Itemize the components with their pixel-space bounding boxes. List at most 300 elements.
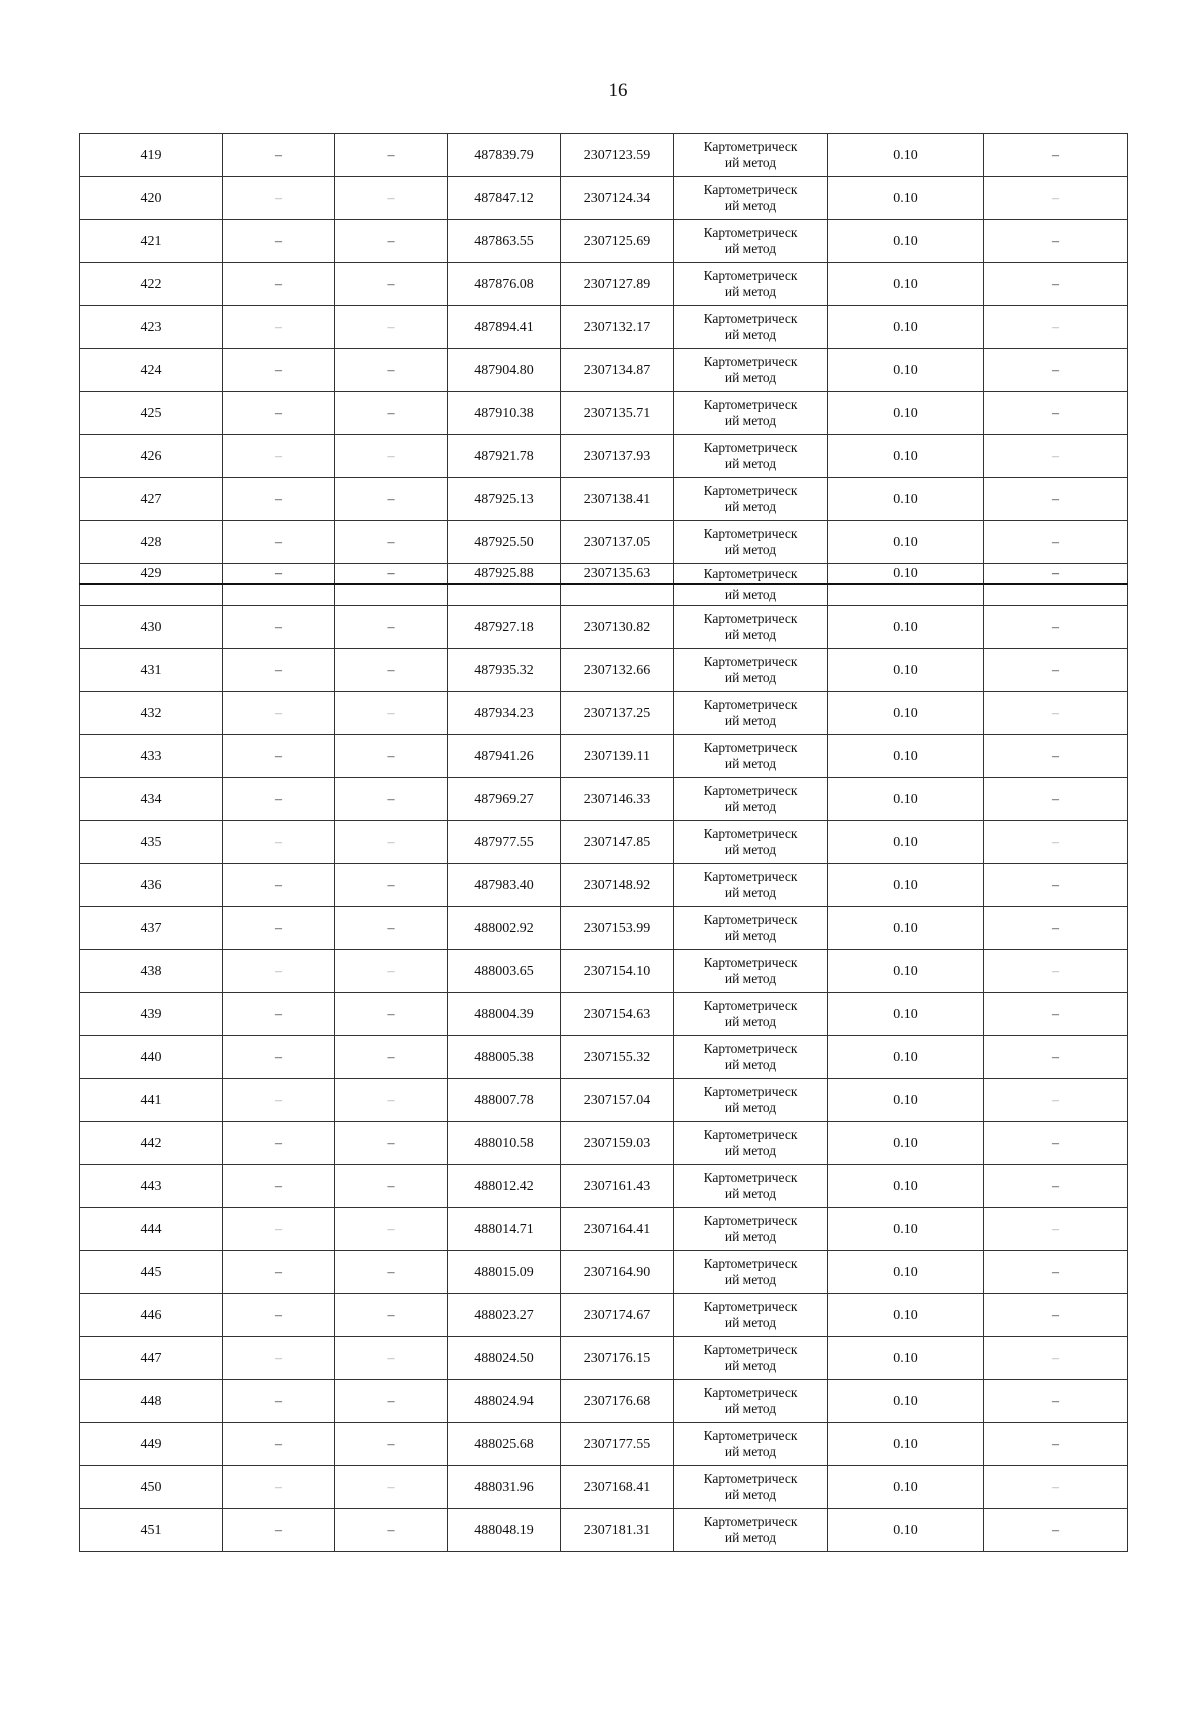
method-cell	[674, 1165, 828, 1208]
column-3-cell: –	[335, 392, 448, 435]
column-2-cell: –	[223, 134, 335, 177]
method-line-2: ий метод	[724, 928, 777, 943]
column-2-cell: –	[223, 1423, 335, 1466]
method-cell	[674, 435, 828, 478]
method-line-1: Картометрическ	[703, 1342, 798, 1357]
point-number-cell: 428	[80, 521, 223, 564]
accuracy-cell: 0.10	[828, 220, 984, 263]
y-coordinate-cell: 2307161.43	[561, 1165, 674, 1208]
method-line-1: Картометрическ	[703, 1385, 798, 1400]
point-number-cell: 435	[80, 821, 223, 864]
y-coordinate-cell: 2307154.63	[561, 993, 674, 1036]
column-8-cell: –	[984, 392, 1128, 435]
method-line-1: Картометрическ	[703, 397, 798, 412]
method-line-2: ий метод	[724, 1401, 777, 1416]
table-row	[80, 1380, 1128, 1423]
point-number-cell: 420	[80, 177, 223, 220]
method-cell	[674, 950, 828, 993]
method-line-1: Картометрическ	[703, 783, 798, 798]
table-row	[80, 692, 1128, 735]
method-cell	[674, 1337, 828, 1380]
column-8-cell: –	[984, 435, 1128, 478]
point-number-cell: 448	[80, 1380, 223, 1423]
y-coordinate-cell: 2307148.92	[561, 864, 674, 907]
accuracy-cell: 0.10	[828, 435, 984, 478]
column-8-cell: –	[984, 349, 1128, 392]
y-coordinate-cell: 2307134.87	[561, 349, 674, 392]
method-line-2: ий метод	[724, 1014, 777, 1029]
column-8-cell: –	[984, 778, 1128, 821]
accuracy-cell: 0.10	[828, 907, 984, 950]
method-line-2: ий метод	[724, 456, 777, 471]
column-2-cell: –	[223, 1079, 335, 1122]
accuracy-cell: 0.10	[828, 1165, 984, 1208]
column-8-cell: –	[984, 1294, 1128, 1337]
x-coordinate-cell: 488025.68	[448, 1423, 561, 1466]
table-row	[80, 907, 1128, 950]
table-row	[80, 1466, 1128, 1509]
point-number-cell: 436	[80, 864, 223, 907]
accuracy-cell: 0.10	[828, 478, 984, 521]
column-8-cell: –	[984, 821, 1128, 864]
x-coordinate-cell: 487839.79	[448, 134, 561, 177]
method-cell	[674, 1251, 828, 1294]
column-3-cell: –	[335, 864, 448, 907]
x-coordinate-cell: 488031.96	[448, 1466, 561, 1509]
method-line-1: Картометрическ	[703, 1256, 798, 1271]
column-3-cell: –	[335, 1251, 448, 1294]
point-number-cell: 445	[80, 1251, 223, 1294]
method-line-2: ий метод	[724, 327, 777, 342]
method-line-2: ий метод	[724, 1057, 777, 1072]
column-2-cell: –	[223, 1380, 335, 1423]
table-row	[80, 306, 1128, 349]
point-number-cell: 422	[80, 263, 223, 306]
method-line-1: Картометрическ	[703, 1213, 798, 1228]
table-row	[80, 1294, 1128, 1337]
column-3-cell: –	[335, 220, 448, 263]
y-coordinate-cell: 2307123.59	[561, 134, 674, 177]
column-8-cell: –	[984, 1509, 1128, 1552]
page-number: 16	[608, 80, 628, 101]
method-line-1: Картометрическ	[703, 654, 798, 669]
coordinates-table	[79, 133, 1128, 1552]
column-2-cell	[223, 584, 335, 606]
column-8-cell: –	[984, 564, 1128, 585]
column-3-cell: –	[335, 649, 448, 692]
method-cell	[674, 263, 828, 306]
method-cell	[674, 1509, 828, 1552]
method-cell	[674, 1423, 828, 1466]
x-coordinate-cell: 487847.12	[448, 177, 561, 220]
method-cell	[674, 692, 828, 735]
accuracy-cell: 0.10	[828, 1294, 984, 1337]
table-row	[80, 1036, 1128, 1079]
table-row	[80, 1165, 1128, 1208]
point-number-cell: 442	[80, 1122, 223, 1165]
method-cell	[674, 1380, 828, 1423]
table-row	[80, 778, 1128, 821]
method-line-2: ий метод	[724, 284, 777, 299]
x-coordinate-cell: 488005.38	[448, 1036, 561, 1079]
method-line-1: Картометрическ	[703, 1170, 798, 1185]
y-coordinate-cell: 2307153.99	[561, 907, 674, 950]
accuracy-cell: 0.10	[828, 821, 984, 864]
x-coordinate-cell: 488024.94	[448, 1380, 561, 1423]
x-coordinate-cell: 487977.55	[448, 821, 561, 864]
method-cell	[674, 907, 828, 950]
y-coordinate-cell: 2307124.34	[561, 177, 674, 220]
method-line-2: ий метод	[724, 627, 777, 642]
column-3-cell: –	[335, 1122, 448, 1165]
method-line-2: ий метод	[724, 842, 777, 857]
y-coordinate-cell: 2307176.15	[561, 1337, 674, 1380]
method-line-2: ий метод	[724, 1272, 777, 1287]
x-coordinate-cell: 488012.42	[448, 1165, 561, 1208]
method-cell	[674, 735, 828, 778]
accuracy-cell: 0.10	[828, 1380, 984, 1423]
column-2-cell: –	[223, 521, 335, 564]
column-3-cell	[335, 584, 448, 606]
x-coordinate-cell: 488024.50	[448, 1337, 561, 1380]
coordinates-table-body	[80, 134, 1128, 1552]
accuracy-cell: 0.10	[828, 778, 984, 821]
table-row	[80, 1509, 1128, 1552]
column-3-cell: –	[335, 263, 448, 306]
y-coordinate-cell: 2307177.55	[561, 1423, 674, 1466]
column-2-cell: –	[223, 778, 335, 821]
table-row	[80, 435, 1128, 478]
column-8-cell: –	[984, 864, 1128, 907]
column-8-cell: –	[984, 177, 1128, 220]
column-3-cell: –	[335, 478, 448, 521]
point-number-cell: 447	[80, 1337, 223, 1380]
column-2-cell: –	[223, 349, 335, 392]
method-cell	[674, 478, 828, 521]
method-cell	[674, 392, 828, 435]
accuracy-cell: 0.10	[828, 950, 984, 993]
table-row	[80, 478, 1128, 521]
column-2-cell: –	[223, 220, 335, 263]
method-line-1: Картометрическ	[703, 483, 798, 498]
x-coordinate-cell: 487921.78	[448, 435, 561, 478]
column-8-cell: –	[984, 220, 1128, 263]
column-3-cell: –	[335, 1380, 448, 1423]
column-2-cell: –	[223, 821, 335, 864]
method-cell	[674, 821, 828, 864]
column-3-cell: –	[335, 606, 448, 649]
x-coordinate-cell: 487925.13	[448, 478, 561, 521]
method-line-1: Картометрическ	[703, 955, 798, 970]
column-8-cell: –	[984, 649, 1128, 692]
method-line-2: ий метод	[724, 1229, 777, 1244]
x-coordinate-cell: 487925.50	[448, 521, 561, 564]
accuracy-cell	[828, 584, 984, 606]
column-8-cell: –	[984, 478, 1128, 521]
accuracy-cell: 0.10	[828, 134, 984, 177]
x-coordinate-cell: 488007.78	[448, 1079, 561, 1122]
column-3-cell: –	[335, 1423, 448, 1466]
table-row	[80, 1337, 1128, 1380]
x-coordinate-cell: 488048.19	[448, 1509, 561, 1552]
method-line-1: Картометрическ	[703, 1471, 798, 1486]
y-coordinate-cell: 2307137.25	[561, 692, 674, 735]
method-line-1: Картометрическ	[703, 1514, 798, 1529]
column-2-cell: –	[223, 692, 335, 735]
x-coordinate-cell: 487910.38	[448, 392, 561, 435]
x-coordinate-cell: 488004.39	[448, 993, 561, 1036]
method-line-2: ий метод	[724, 1487, 777, 1502]
method-line-1: Картометрическ	[703, 311, 798, 326]
method-line-1: Картометрическ	[703, 354, 798, 369]
column-3-cell: –	[335, 564, 448, 585]
point-number-cell: 441	[80, 1079, 223, 1122]
method-cell	[674, 306, 828, 349]
method-cell: ий метод	[674, 584, 828, 606]
x-coordinate-cell: 487904.80	[448, 349, 561, 392]
accuracy-cell: 0.10	[828, 993, 984, 1036]
table-row	[80, 134, 1128, 177]
column-3-cell: –	[335, 821, 448, 864]
table-row	[80, 993, 1128, 1036]
point-number-cell: 451	[80, 1509, 223, 1552]
accuracy-cell: 0.10	[828, 649, 984, 692]
y-coordinate-cell: 2307147.85	[561, 821, 674, 864]
method-line-1: Картометрическ	[703, 826, 798, 841]
y-coordinate-cell: 2307154.10	[561, 950, 674, 993]
column-8-cell: –	[984, 1208, 1128, 1251]
table-row	[80, 735, 1128, 778]
method-line-2: ий метод	[724, 971, 777, 986]
column-8-cell: –	[984, 1165, 1128, 1208]
column-3-cell: –	[335, 177, 448, 220]
column-8-cell: –	[984, 1423, 1128, 1466]
point-number-cell: 419	[80, 134, 223, 177]
method-cell	[674, 606, 828, 649]
point-number-cell: 427	[80, 478, 223, 521]
y-coordinate-cell: 2307176.68	[561, 1380, 674, 1423]
table-row	[80, 263, 1128, 306]
column-2-cell: –	[223, 1165, 335, 1208]
point-number-cell: 449	[80, 1423, 223, 1466]
column-3-cell: –	[335, 1036, 448, 1079]
column-8-cell: –	[984, 1036, 1128, 1079]
y-coordinate-cell: 2307135.71	[561, 392, 674, 435]
method-line-2: ий метод	[724, 413, 777, 428]
column-3-cell: –	[335, 950, 448, 993]
method-line-1: Картометрическ	[703, 1127, 798, 1142]
point-number-cell: 443	[80, 1165, 223, 1208]
method-line-1: Картометрическ	[703, 740, 798, 755]
x-coordinate-cell: 487876.08	[448, 263, 561, 306]
method-line-2: ий метод	[724, 1100, 777, 1115]
accuracy-cell: 0.10	[828, 521, 984, 564]
column-8-cell: –	[984, 692, 1128, 735]
y-coordinate-cell: 2307146.33	[561, 778, 674, 821]
column-2-cell: –	[223, 1337, 335, 1380]
column-2-cell: –	[223, 306, 335, 349]
column-3-cell: –	[335, 1165, 448, 1208]
table-row	[80, 1079, 1128, 1122]
accuracy-cell: 0.10	[828, 1337, 984, 1380]
method-cell	[674, 864, 828, 907]
accuracy-cell: 0.10	[828, 1423, 984, 1466]
column-2-cell: –	[223, 950, 335, 993]
column-2-cell: –	[223, 1466, 335, 1509]
method-line-2: ий метод	[724, 155, 777, 170]
y-coordinate-cell: 2307130.82	[561, 606, 674, 649]
method-cell	[674, 778, 828, 821]
accuracy-cell: 0.10	[828, 692, 984, 735]
method-line-2: ий метод	[724, 799, 777, 814]
column-2-cell: –	[223, 177, 335, 220]
column-8-cell: –	[984, 1337, 1128, 1380]
point-number-cell: 446	[80, 1294, 223, 1337]
y-coordinate-cell: 2307139.11	[561, 735, 674, 778]
method-cell	[674, 177, 828, 220]
y-coordinate-cell: 2307159.03	[561, 1122, 674, 1165]
column-2-cell: –	[223, 1509, 335, 1552]
method-line-2: ий метод	[724, 370, 777, 385]
x-coordinate-cell: 488014.71	[448, 1208, 561, 1251]
point-number-cell: 433	[80, 735, 223, 778]
point-number-cell: 439	[80, 993, 223, 1036]
column-3-cell: –	[335, 907, 448, 950]
point-number-cell: 438	[80, 950, 223, 993]
y-coordinate-cell	[561, 584, 674, 606]
column-3-cell: –	[335, 349, 448, 392]
method-line-2: ий метод	[724, 542, 777, 557]
column-8-cell: –	[984, 950, 1128, 993]
column-2-cell: –	[223, 1294, 335, 1337]
column-8-cell: –	[984, 993, 1128, 1036]
x-coordinate-cell: 487927.18	[448, 606, 561, 649]
column-3-cell: –	[335, 306, 448, 349]
method-line-1: Картометрическ	[703, 611, 798, 626]
method-line-2: ий метод	[724, 241, 777, 256]
accuracy-cell: 0.10	[828, 1509, 984, 1552]
table-row	[80, 649, 1128, 692]
column-2-cell: –	[223, 1036, 335, 1079]
accuracy-cell: 0.10	[828, 263, 984, 306]
x-coordinate-cell: 487983.40	[448, 864, 561, 907]
table-row	[80, 564, 1128, 585]
method-cell	[674, 1466, 828, 1509]
point-number-cell: 421	[80, 220, 223, 263]
y-coordinate-cell: 2307127.89	[561, 263, 674, 306]
column-3-cell: –	[335, 778, 448, 821]
table-row	[80, 1208, 1128, 1251]
method-cell: Картометрическ	[674, 564, 828, 585]
point-number-cell: 429	[80, 564, 223, 585]
x-coordinate-cell: 488010.58	[448, 1122, 561, 1165]
method-cell	[674, 349, 828, 392]
method-line-1: Картометрическ	[703, 1299, 798, 1314]
accuracy-cell: 0.10	[828, 1036, 984, 1079]
column-2-cell: –	[223, 263, 335, 306]
column-8-cell: –	[984, 134, 1128, 177]
table-row	[80, 392, 1128, 435]
table-row	[80, 950, 1128, 993]
point-number-cell: 444	[80, 1208, 223, 1251]
accuracy-cell: 0.10	[828, 1208, 984, 1251]
y-coordinate-cell: 2307168.41	[561, 1466, 674, 1509]
table-row	[80, 1122, 1128, 1165]
method-line-1: Картометрическ	[703, 225, 798, 240]
accuracy-cell: 0.10	[828, 735, 984, 778]
method-line-2: ий метод	[724, 1358, 777, 1373]
method-line-2: ий метод	[724, 1143, 777, 1158]
accuracy-cell: 0.10	[828, 1466, 984, 1509]
method-line-1: Картометрическ	[703, 1041, 798, 1056]
x-coordinate-cell: 488015.09	[448, 1251, 561, 1294]
table-row	[80, 1423, 1128, 1466]
method-line-1: Картометрическ	[703, 139, 798, 154]
method-line-2: ий метод	[724, 670, 777, 685]
x-coordinate-cell: 487935.32	[448, 649, 561, 692]
y-coordinate-cell: 2307132.66	[561, 649, 674, 692]
column-2-cell: –	[223, 1122, 335, 1165]
y-coordinate-cell: 2307137.93	[561, 435, 674, 478]
column-8-cell: –	[984, 1079, 1128, 1122]
column-8-cell: –	[984, 1122, 1128, 1165]
table-row	[80, 177, 1128, 220]
column-3-cell: –	[335, 692, 448, 735]
point-number-cell: 431	[80, 649, 223, 692]
method-line-2: ий метод	[724, 713, 777, 728]
method-line-1: Картометрическ	[703, 1084, 798, 1099]
x-coordinate-cell: 488003.65	[448, 950, 561, 993]
y-coordinate-cell: 2307157.04	[561, 1079, 674, 1122]
y-coordinate-cell: 2307132.17	[561, 306, 674, 349]
accuracy-cell: 0.10	[828, 864, 984, 907]
method-cell	[674, 1294, 828, 1337]
method-cell	[674, 134, 828, 177]
point-number-cell: 426	[80, 435, 223, 478]
x-coordinate-cell: 488002.92	[448, 907, 561, 950]
column-8-cell	[984, 584, 1128, 606]
y-coordinate-cell: 2307164.90	[561, 1251, 674, 1294]
column-2-cell: –	[223, 735, 335, 778]
column-2-cell: –	[223, 478, 335, 521]
y-coordinate-cell: 2307174.67	[561, 1294, 674, 1337]
column-3-cell: –	[335, 1466, 448, 1509]
column-8-cell: –	[984, 1380, 1128, 1423]
point-number-cell: 432	[80, 692, 223, 735]
point-number-cell: 430	[80, 606, 223, 649]
column-2-cell: –	[223, 993, 335, 1036]
column-8-cell: –	[984, 907, 1128, 950]
accuracy-cell: 0.10	[828, 177, 984, 220]
method-line-1: Картометрическ	[703, 440, 798, 455]
column-8-cell: –	[984, 1251, 1128, 1294]
method-line-1: Картометрическ	[703, 697, 798, 712]
column-2-cell: –	[223, 907, 335, 950]
column-2-cell: –	[223, 392, 335, 435]
column-3-cell: –	[335, 993, 448, 1036]
y-coordinate-cell: 2307138.41	[561, 478, 674, 521]
column-2-cell: –	[223, 606, 335, 649]
method-line-2: ий метод	[724, 1530, 777, 1545]
column-2-cell: –	[223, 1251, 335, 1294]
x-coordinate-cell: 487894.41	[448, 306, 561, 349]
y-coordinate-cell: 2307164.41	[561, 1208, 674, 1251]
table-row	[80, 1251, 1128, 1294]
method-cell	[674, 521, 828, 564]
point-number-cell: 424	[80, 349, 223, 392]
column-8-cell: –	[984, 735, 1128, 778]
method-line-2: ий метод	[724, 1186, 777, 1201]
